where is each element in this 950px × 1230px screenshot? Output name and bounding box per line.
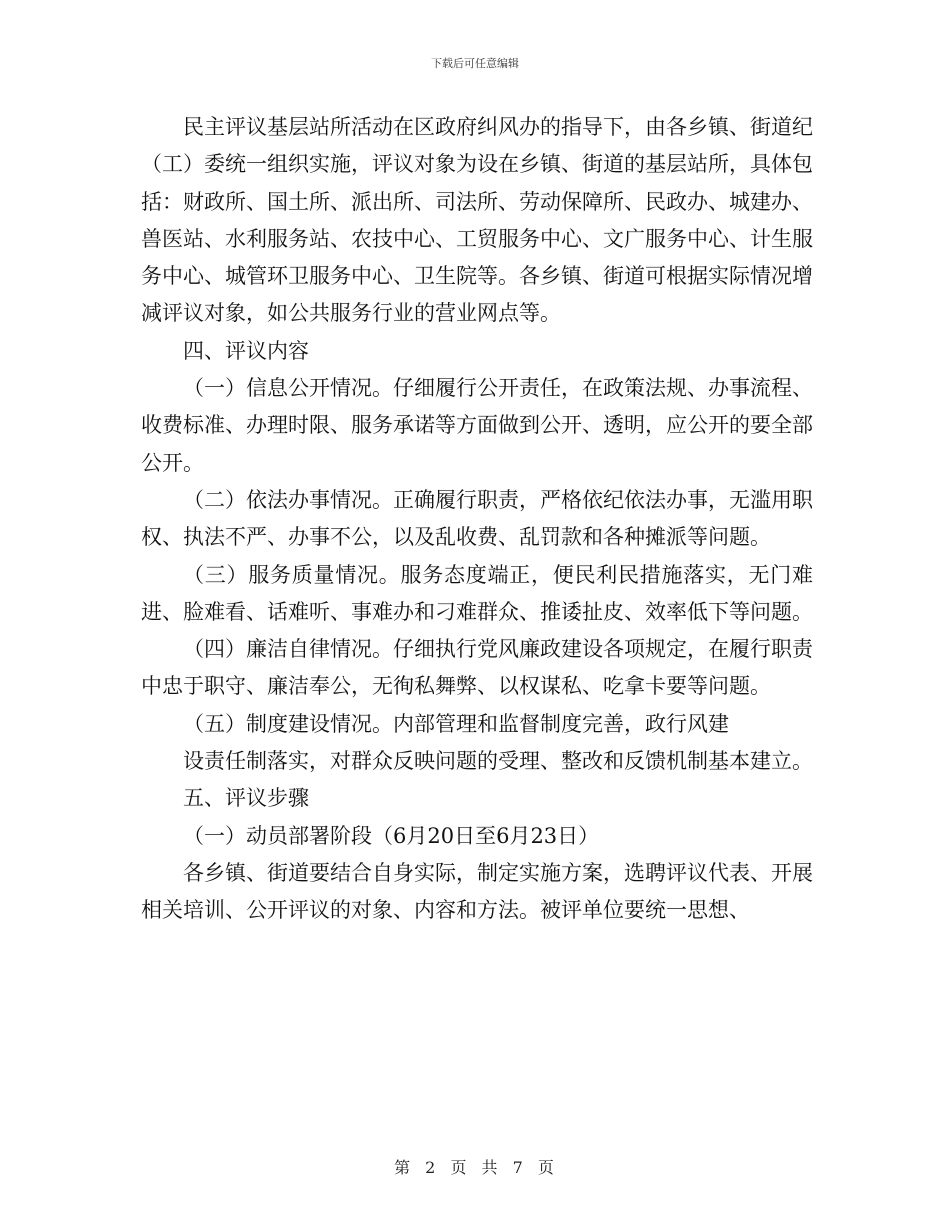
document-body (141, 109, 813, 930)
paragraph-info-disclosure: （一）信息公开情况。仔细履行公开责任，在政策法规、办事流程、收费标准、办理时限、服务承诺等方面做到公开、透明，应公开的要全部公开。 (141, 376, 813, 475)
paragraph-service-quality: （三）服务质量情况。服务态度端正，便民利民措施落实，无门难进、脸难看、话难听、事难办和刁难群众、推诿扯皮、效率低下等问题。 (141, 562, 813, 624)
paragraph-integrity: （四）廉洁自律情况。仔细执行党风廉政建设各项规定，在履行职责中忠于职守、廉洁奉公，无徇私舞弊、以权谋私、吃拿卡要等问题。 (141, 637, 813, 699)
section-heading-evaluation-steps: 五、评议步骤 (183, 786, 309, 811)
page-header: 下载后可任意编辑 (431, 57, 519, 70)
paragraph-lawful-conduct: （二）依法办事情况。正确履行职责，严格依纪依法办事，无滥用职权、执法不严、办事不公，以及乱收费、乱罚款和各种摊派等问题。 (141, 487, 813, 550)
page-number-footer: 第 2 页 共 7 页 (394, 1158, 556, 1177)
paragraph-evaluation-objects: 民主评议基层站所活动在区政府纠风办的指导下，由各乡镇、街道纪（工）委统一组织实施，评议对象为设在乡镇、街道的基层站所，具体包括：财政所、国土所、派出所、司法所、劳动保障所、民政办、城建办、兽医站、水利服务站、农技中心、工贸服务中心、文广服务中心、计生服务中心、城管环卫服务中心、卫生院等。各乡镇、街道可根据实际情况增减评议对象，如公共服务行业的营业网点等。 (141, 115, 813, 326)
paragraph-mobilization-detail: 各乡镇、街道要结合自身实际，制定实施方案，选聘评议代表、开展相关培训、公开评议的对象、内容和方法。被评单位要统一思想、 (141, 860, 813, 923)
section-heading-evaluation-content: 四、评议内容 (183, 338, 309, 363)
paragraph-system-building: （五）制度建设情况。内部管理和监督制度完善，政行风建 (183, 711, 729, 736)
subheading-mobilization-stage: （一）动员部署阶段（6月20日至6月23日） (183, 823, 600, 848)
paragraph-system-building-continued: 设责任制落实，对群众反映问题的受理、整改和反馈机制基本建立。 (183, 749, 813, 774)
